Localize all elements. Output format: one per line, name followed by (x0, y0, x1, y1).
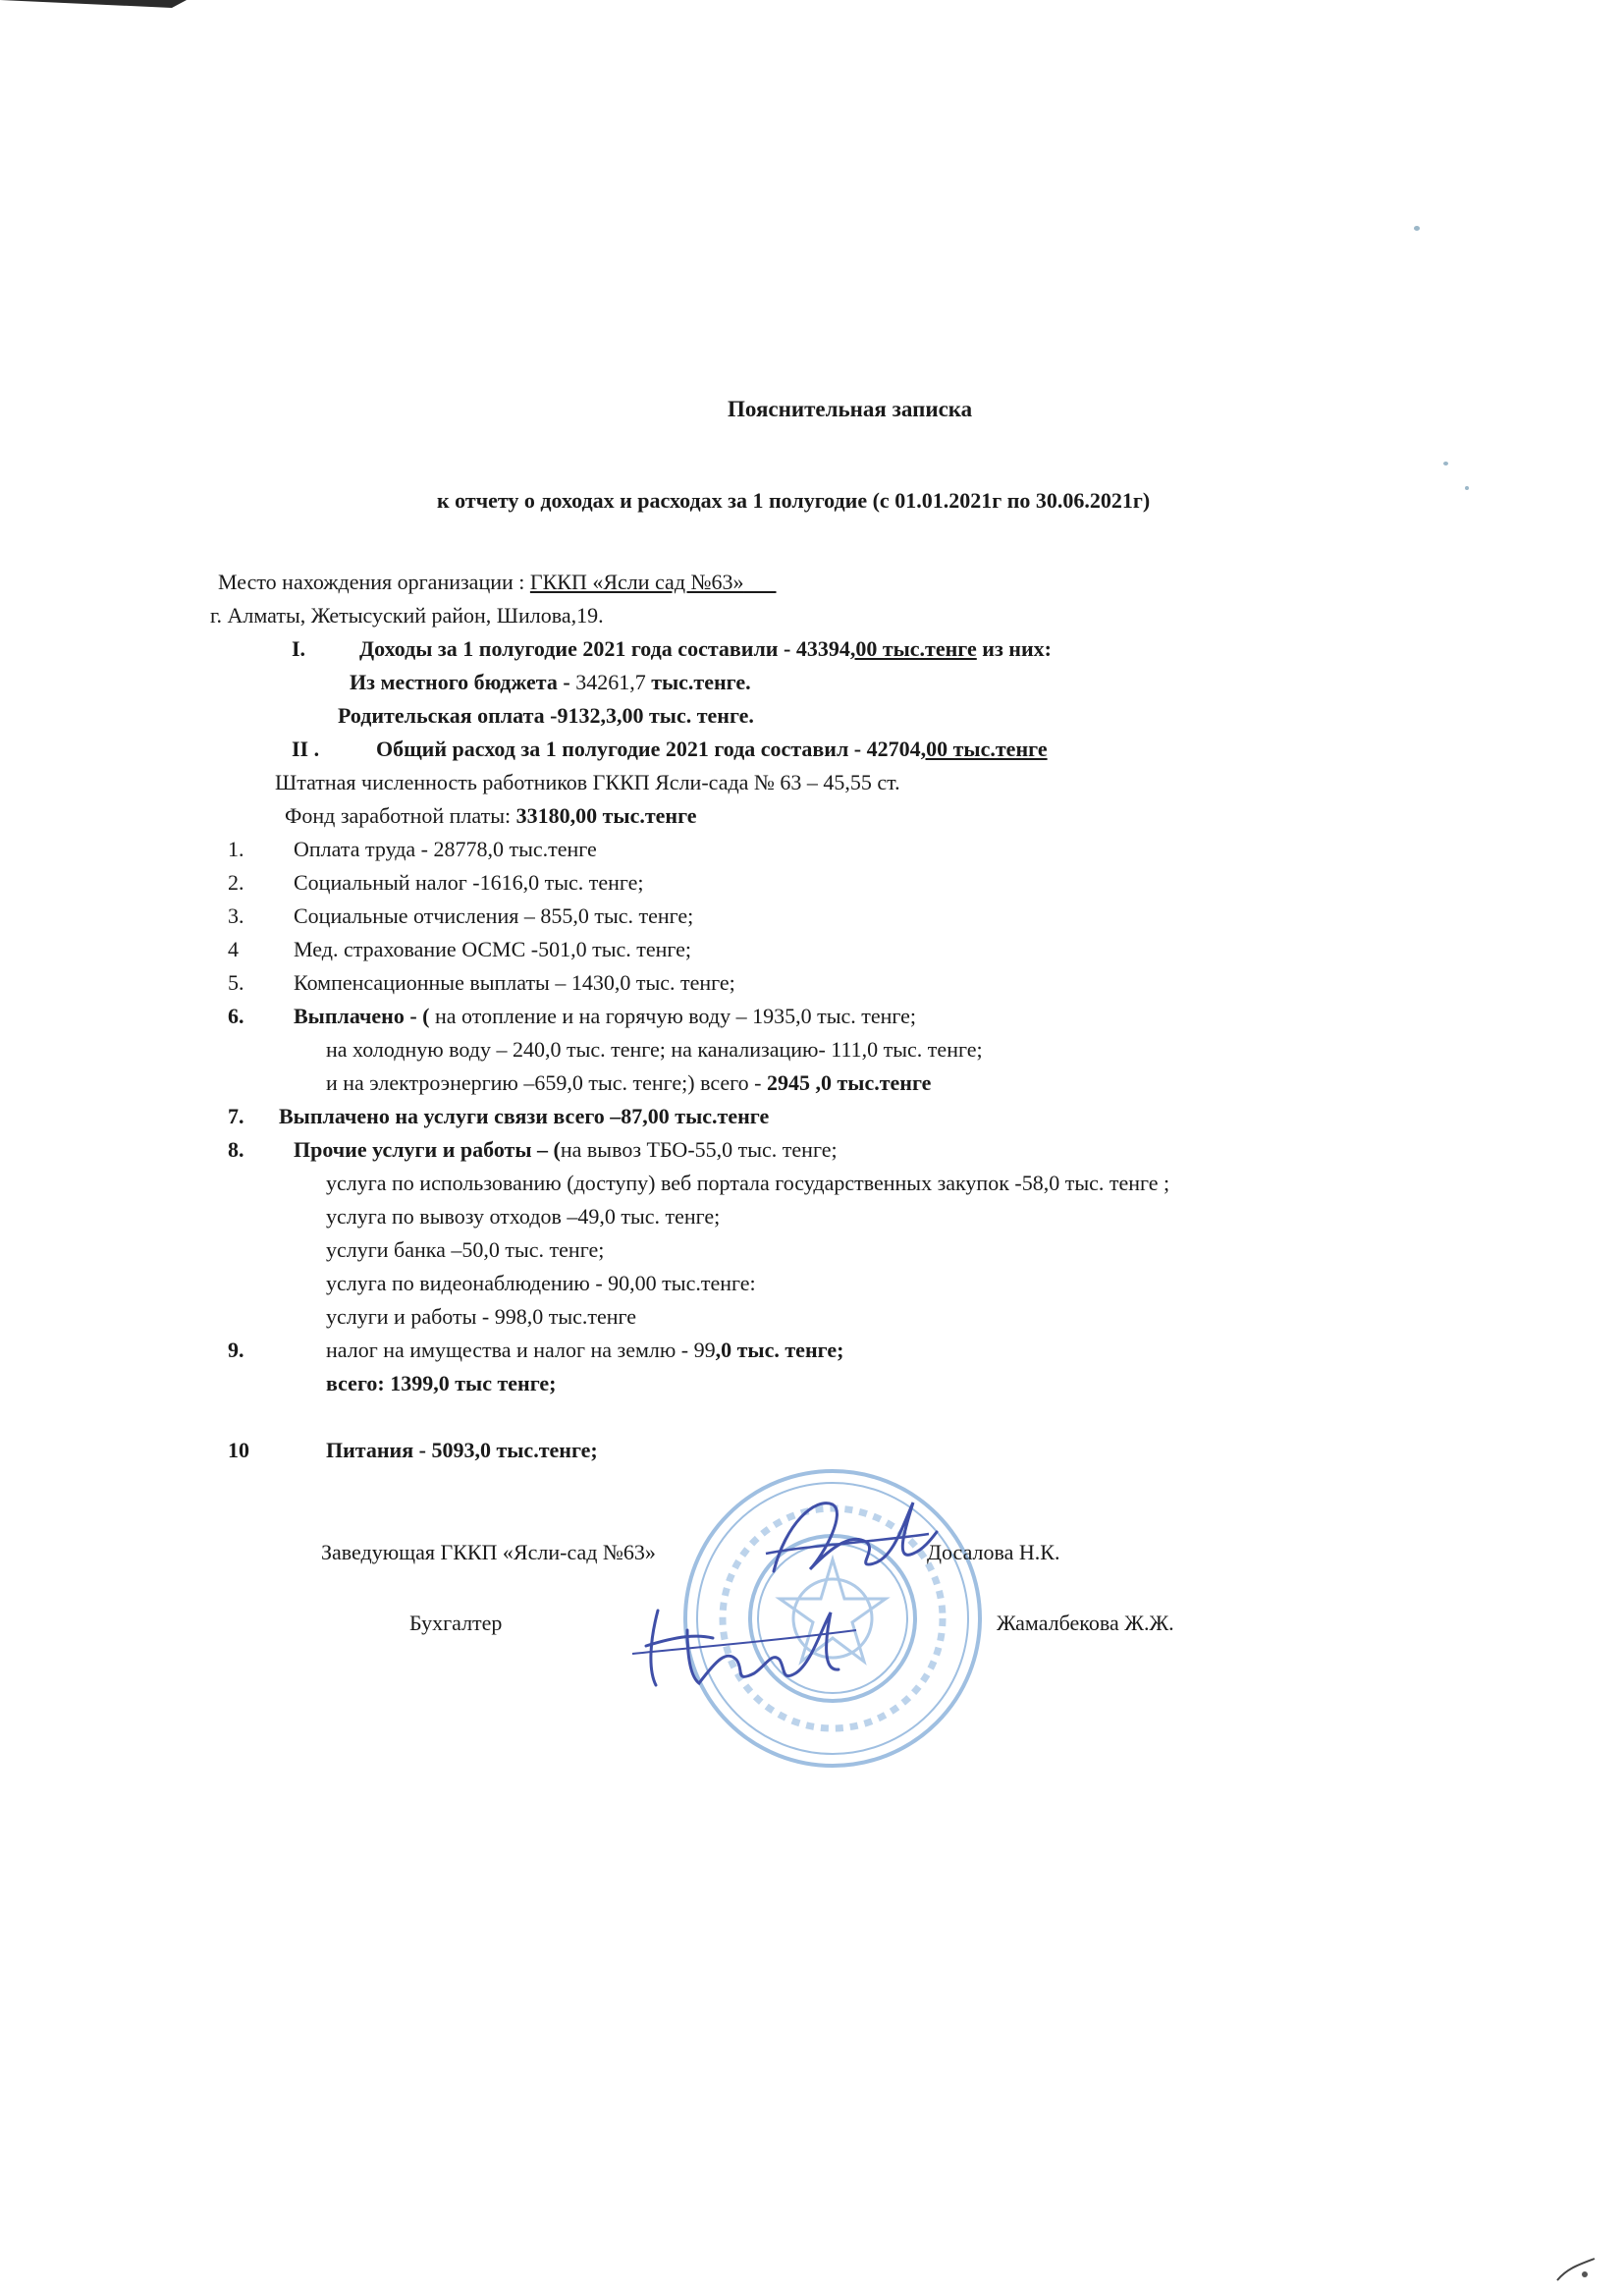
item-8-line: услуга по видеонаблюдению - 90,00 тыс.тенге: (326, 1271, 756, 1295)
scan-corner-mark (1555, 2255, 1598, 2284)
payroll-fund-label: Фонд заработной платы: (285, 803, 516, 828)
staff-count: Штатная численность работников ГККП Ясли-сада № 63 – 45,55 ст. (275, 770, 900, 794)
item-9-suffix: ,0 тыс. тенге; (715, 1338, 844, 1362)
income-section-num: I. (292, 636, 306, 661)
expense-section-num: II . (292, 737, 320, 761)
item-num: 3. (228, 903, 244, 928)
org-address: г. Алматы, Жетысуский район, Шилова,19. (210, 603, 604, 628)
item-6-label: Выплачено - ( (294, 1004, 435, 1028)
income-local-value: 34261,7 (575, 670, 646, 694)
item-8-line: услуга по использованию (доступу) веб портала государственных закупок -58,0 тыс. тенге ; (326, 1171, 1170, 1195)
income-text: Доходы за 1 полугодие 2021 года составили - 43394 (359, 636, 850, 661)
income-local-label: Из местного бюджета - (350, 670, 576, 694)
item-6-total: 2945 ,0 тыс.тенге (766, 1070, 932, 1095)
item-8-label: Прочие услуги и работы – ( (294, 1137, 561, 1162)
expense-amount: ,00 тыс.тенге (920, 737, 1048, 761)
payroll-fund (285, 803, 697, 829)
item-text: Социальный налог -1616,0 тыс. тенге; (294, 870, 644, 895)
income-amount: ,00 тыс.тенге (849, 636, 977, 661)
item-8-num: 8. (228, 1137, 244, 1162)
item-num: 2. (228, 870, 244, 895)
document-subtitle: к отчету о доходах и расходах за 1 полугодие (с 01.01.2021г по 30.06.2021г) (437, 488, 1151, 513)
item-text: Оплата труда - 28778,0 тыс.тенге (294, 837, 597, 861)
scan-corner-mark (0, 0, 196, 39)
item-9-num: 9. (228, 1338, 244, 1362)
item-8 (294, 1137, 838, 1163)
item-text: Мед. страхование ОСМС -501,0 тыс. тенге; (294, 937, 692, 961)
payroll-fund-value: 33180,00 тыс.тенге (515, 803, 697, 828)
item-6 (294, 1004, 916, 1029)
item-6-text: на отопление и на горячую воду – 1935,0 тыс. тенге; (435, 1004, 917, 1028)
item-10-num: 10 (228, 1438, 249, 1462)
accountant-role: Бухгалтер (409, 1611, 503, 1635)
org-location (218, 570, 777, 595)
item-num: 1. (228, 837, 244, 861)
head-signature (756, 1485, 943, 1593)
item-9-text: налог на имущества и налог на землю - 99 (326, 1338, 716, 1362)
scan-speck (1443, 462, 1448, 465)
item-8-text: на вывоз ТБО-55,0 тыс. тенге; (560, 1137, 838, 1162)
item-10-text: Питания - 5093,0 тыс.тенге; (326, 1438, 598, 1462)
expense-text: Общий расход за 1 полугодие 2021 года составил - 42704 (376, 737, 921, 761)
income-parent-fee: Родительская оплата -9132,3,00 тыс. тенге. (338, 703, 754, 728)
income-local-budget (350, 670, 751, 695)
head-name: Досалова Н.К. (927, 1540, 1060, 1564)
head-role: Заведующая ГККП «Ясли-сад №63» (321, 1540, 656, 1564)
item-6-line3-text: и на электроэнергию –659,0 тыс. тенге;) всего - (326, 1070, 767, 1095)
org-name: ГККП «Ясли сад №63» (529, 570, 744, 594)
scan-speck (1414, 226, 1420, 231)
item-num: 4 (228, 937, 239, 961)
item-6-line3 (326, 1070, 931, 1096)
expense-section (376, 737, 1048, 762)
item-9-total: всего: 1399,0 тыс тенге; (326, 1371, 557, 1395)
item-7-num: 7. (228, 1104, 244, 1128)
item-6-line2: на холодную воду – 240,0 тыс. тенге; на канализацию- 111,0 тыс. тенге; (326, 1037, 983, 1062)
scan-speck (1465, 486, 1469, 490)
document-title: Пояснительная записка (728, 397, 973, 421)
income-tail: из них: (976, 636, 1052, 661)
item-8-line: услуги и работы - 998,0 тыс.тенге (326, 1304, 637, 1329)
item-8-line: услуги банка –50,0 тыс. тенге; (326, 1237, 605, 1262)
accountant-signature (628, 1591, 864, 1699)
item-8-line: услуга по вывозу отходов –49,0 тыс. тенге; (326, 1204, 721, 1229)
org-location-label: Место нахождения организации : (218, 570, 530, 594)
item-7-text: Выплачено на услуги связи всего –87,00 тыс.тенге (279, 1104, 770, 1128)
item-9 (326, 1338, 843, 1363)
item-text: Социальные отчисления – 855,0 тыс. тенге; (294, 903, 694, 928)
org-underline-tail (744, 570, 777, 594)
item-6-num: 6. (228, 1004, 244, 1028)
income-local-suffix: тыс.тенге. (645, 670, 751, 694)
accountant-name: Жамалбекова Ж.Ж. (997, 1611, 1174, 1635)
item-num: 5. (228, 970, 244, 995)
income-section (359, 636, 1052, 662)
item-text: Компенсационные выплаты – 1430,0 тыс. тенге; (294, 970, 735, 995)
